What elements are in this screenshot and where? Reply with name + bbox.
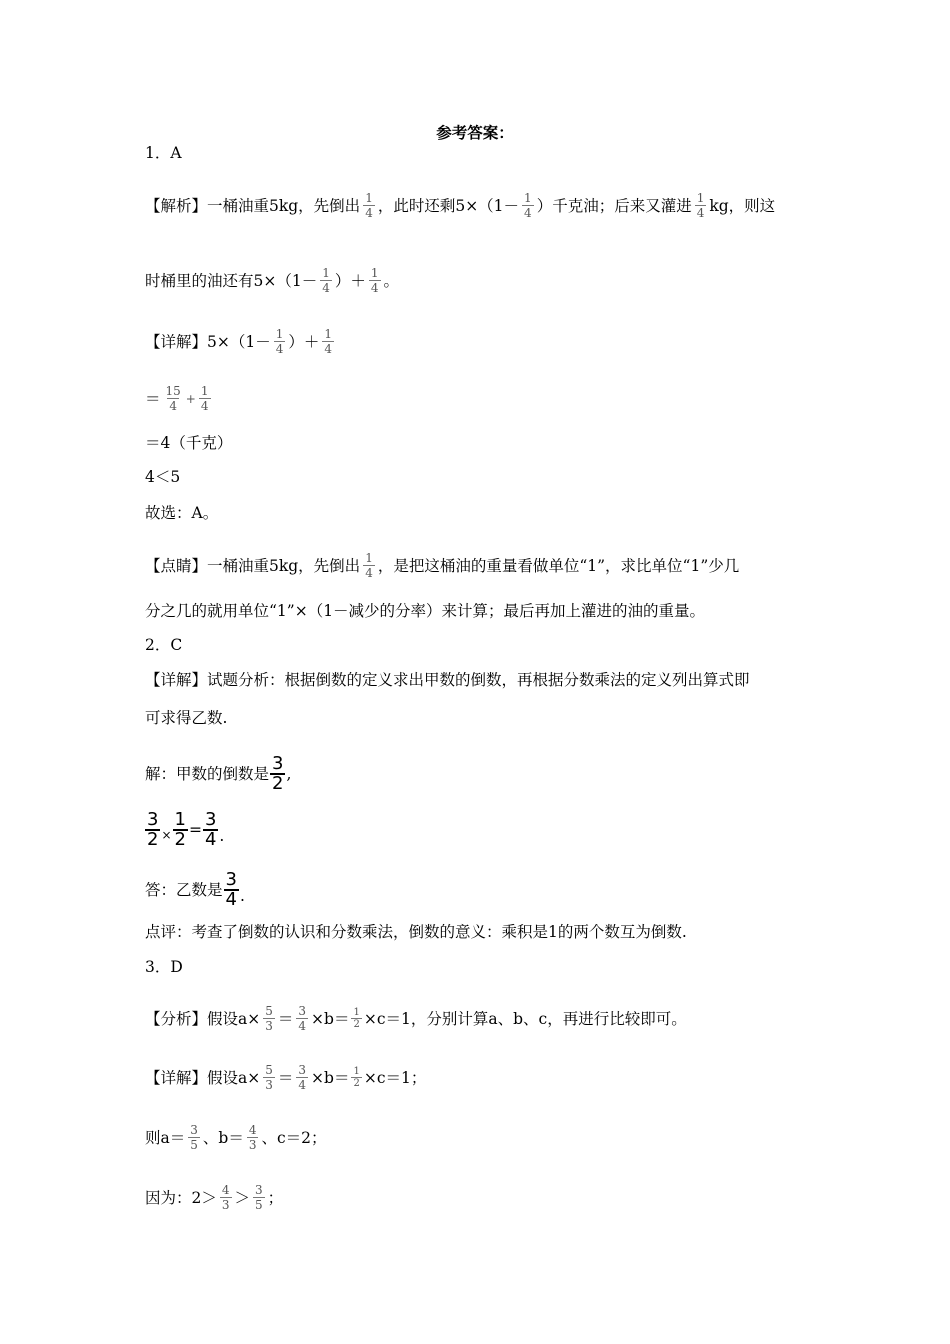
denominator: 4 xyxy=(298,1019,307,1033)
text: 故选：A。 xyxy=(145,504,219,522)
text: ＝4（千克） xyxy=(145,434,233,452)
text: 【解析】一桶油重5kg，先倒出 xyxy=(145,196,361,215)
denominator: 4 xyxy=(200,399,209,413)
denominator: 3 xyxy=(248,1138,257,1152)
fraction xyxy=(363,551,375,580)
fraction xyxy=(322,327,334,356)
q3-answer xyxy=(145,957,183,977)
fraction xyxy=(522,191,534,220)
numerator: 4 xyxy=(248,1123,257,1137)
q1-analysis-line2 xyxy=(145,266,399,295)
denominator: 4 xyxy=(225,889,237,910)
denominator: 4 xyxy=(524,206,532,220)
denominator: 2 xyxy=(147,829,159,850)
text: + xyxy=(185,391,196,406)
denominator: 2 xyxy=(272,773,284,794)
q1-answer xyxy=(145,143,182,163)
numerator: 5 xyxy=(265,1004,273,1018)
denominator: 4 xyxy=(275,342,284,356)
text: ＝ xyxy=(145,389,161,408)
text: 答：乙数是 xyxy=(145,881,223,899)
numerator: 1 xyxy=(200,384,209,398)
numerator: 1 xyxy=(370,266,379,280)
numerator: 1 xyxy=(353,1066,360,1077)
fraction xyxy=(164,384,183,413)
text: ×b＝ xyxy=(311,1068,350,1087)
denominator: 2 xyxy=(174,829,186,850)
numerator: 1 xyxy=(324,327,333,341)
numerator: 3 xyxy=(204,809,217,830)
text: 、c＝2； xyxy=(261,1128,327,1147)
denominator: 4 xyxy=(204,829,217,850)
text: 时桶里的油还有5×（1－ xyxy=(145,271,318,290)
fraction xyxy=(220,1183,232,1212)
fraction xyxy=(296,1004,308,1033)
text: 【详解】试题分析：根据倒数的定义求出甲数的倒数，再根据分数乘法的定义列出算式即 xyxy=(145,671,750,689)
fraction xyxy=(363,191,375,220)
text: . xyxy=(219,827,225,845)
numerator: 1 xyxy=(322,266,330,280)
text: . xyxy=(239,887,245,905)
denominator: 4 xyxy=(322,281,330,295)
q2-answer-label: 2．C xyxy=(145,636,183,654)
denominator: 3 xyxy=(265,1019,273,1033)
fraction xyxy=(263,1063,275,1092)
text: 解：甲数的倒数是 xyxy=(145,765,270,783)
numerator: 15 xyxy=(165,384,181,398)
q1-detail-line3 xyxy=(145,433,232,453)
numerator: 3 xyxy=(255,1183,263,1197)
denominator: 5 xyxy=(255,1198,263,1212)
fraction xyxy=(296,1063,308,1092)
numerator: 1 xyxy=(275,327,284,341)
fraction xyxy=(203,811,218,849)
fraction xyxy=(145,811,160,849)
q1-detail-line1 xyxy=(145,327,337,356)
text: 【分析】假设a× xyxy=(145,1009,261,1028)
numerator: 3 xyxy=(272,753,284,774)
denominator: 4 xyxy=(298,1078,307,1092)
denominator: 4 xyxy=(365,206,373,220)
q2-solution-line1 xyxy=(145,755,291,793)
text: , xyxy=(286,765,292,783)
q2-answer xyxy=(145,635,182,655)
fraction xyxy=(274,327,286,356)
fraction xyxy=(199,384,211,413)
fraction xyxy=(253,1183,265,1212)
numerator: 1 xyxy=(174,809,186,830)
numerator: 3 xyxy=(147,809,159,830)
text: ＝ xyxy=(277,1009,294,1028)
text: 点评：考查了倒数的认识和分数乘法，倒数的意义：乘积是1的两个数互为倒数. xyxy=(145,923,687,941)
text: ）千克油；后来又灌进 xyxy=(536,196,692,215)
q3-detail-line2 xyxy=(145,1123,327,1152)
text: × xyxy=(161,828,172,842)
text: = xyxy=(188,821,202,839)
text: ； xyxy=(267,1188,284,1207)
q1-tip-line2 xyxy=(145,601,705,621)
denominator: 4 xyxy=(169,399,177,413)
q3-detail-line3 xyxy=(145,1183,283,1212)
q3-detail-line1 xyxy=(145,1063,426,1092)
numerator: 5 xyxy=(265,1063,273,1077)
q2-answer-line xyxy=(145,871,245,909)
q2-multiplication xyxy=(145,811,224,849)
numerator: 3 xyxy=(298,1004,307,1018)
denominator: 4 xyxy=(370,281,379,295)
fraction xyxy=(320,266,332,295)
text: 因为：2＞ xyxy=(145,1188,217,1207)
text: 分之几的就用单位“1”×（1－减少的分率）来计算；最后再加上灌进的油的重量。 xyxy=(145,602,706,620)
numerator: 1 xyxy=(365,191,373,205)
fraction xyxy=(263,1004,275,1033)
fraction xyxy=(369,266,381,295)
q1-tip-line1 xyxy=(145,551,739,580)
q1-compare xyxy=(145,467,180,487)
text: ×c＝1，分别计算a、b、c，再进行比较即可。 xyxy=(363,1009,687,1028)
q2-detail-line2 xyxy=(145,708,227,728)
numerator: 4 xyxy=(221,1183,230,1197)
fraction xyxy=(351,1007,361,1030)
text: ×b＝ xyxy=(311,1009,350,1028)
text: 。 xyxy=(383,271,400,290)
numerator: 3 xyxy=(225,869,237,890)
text: ×c＝1； xyxy=(363,1068,427,1087)
text: 可求得乙数. xyxy=(145,709,228,727)
denominator: 4 xyxy=(696,206,705,220)
text: 、b＝ xyxy=(202,1128,244,1147)
denominator: 4 xyxy=(324,342,333,356)
denominator: 2 xyxy=(353,1078,360,1089)
fraction xyxy=(173,811,188,849)
q1-choice xyxy=(145,503,218,523)
q2-review xyxy=(145,922,687,942)
numerator: 3 xyxy=(190,1123,198,1137)
fraction xyxy=(695,191,707,220)
fraction xyxy=(351,1066,361,1089)
text: ，此时还剩5×（1－ xyxy=(377,196,520,215)
denominator: 3 xyxy=(221,1198,230,1212)
text: 则a＝ xyxy=(145,1128,186,1147)
numerator: 1 xyxy=(365,551,373,565)
q1-answer-label: 1．A xyxy=(145,144,182,162)
text: ＝ xyxy=(277,1068,294,1087)
numerator: 3 xyxy=(298,1063,307,1077)
q2-detail-line1 xyxy=(145,670,750,690)
numerator: 1 xyxy=(524,191,532,205)
text: ）＋ xyxy=(288,332,320,351)
text: 【详解】5×（1－ xyxy=(145,332,271,351)
numerator: 1 xyxy=(696,191,705,205)
numerator: 1 xyxy=(353,1007,360,1018)
text: 【详解】假设a× xyxy=(145,1068,261,1087)
denominator: 4 xyxy=(365,566,373,580)
text: ）＋ xyxy=(334,271,366,290)
q1-analysis-line1 xyxy=(145,191,775,220)
page-title: 参考答案： xyxy=(436,123,514,142)
q1-detail-line2 xyxy=(145,384,214,413)
denominator: 3 xyxy=(265,1078,273,1092)
text: 4＜5 xyxy=(145,468,181,486)
text: ，是把这桶油的重量看做单位“1”，求比单位“1”少几 xyxy=(377,556,740,575)
fraction xyxy=(247,1123,259,1152)
fraction xyxy=(188,1123,200,1152)
fraction xyxy=(224,871,239,909)
text: ＞ xyxy=(234,1188,251,1207)
fraction xyxy=(270,755,285,793)
text: 【点睛】一桶油重5kg，先倒出 xyxy=(145,556,361,575)
denominator: 5 xyxy=(190,1138,198,1152)
q3-answer-label: 3．D xyxy=(145,958,183,976)
q3-analysis xyxy=(145,1004,687,1033)
denominator: 2 xyxy=(353,1019,360,1030)
text: kg，则这 xyxy=(709,196,776,215)
